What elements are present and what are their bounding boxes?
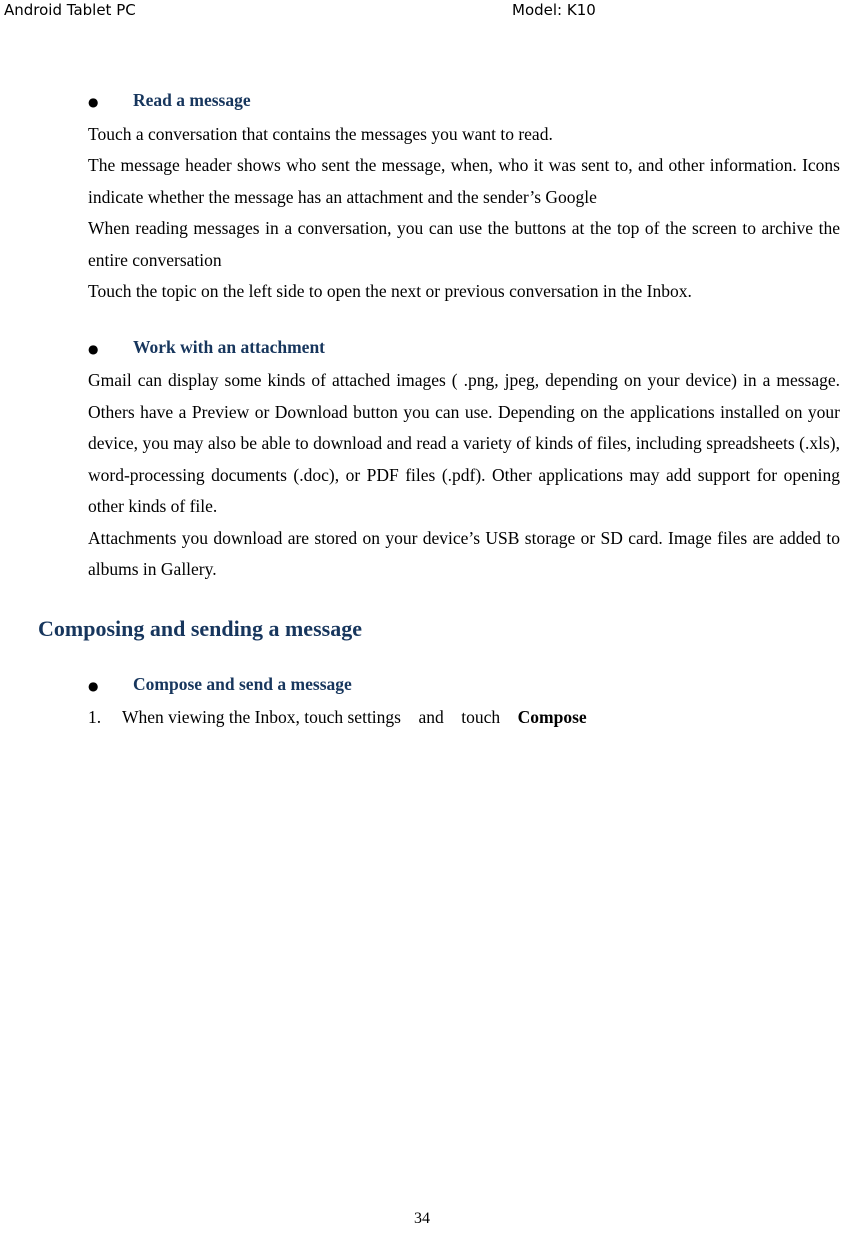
bullet-heading-compose-send: [88, 669, 840, 703]
page-footer: [0, 1210, 844, 1228]
step-text-wrapper: [122, 702, 587, 734]
bullet-heading-read-a-message: [88, 85, 840, 119]
bullet-heading-label: Work with an attachment: [133, 336, 326, 357]
paragraph-reading-messages: When reading messages in a conversation, you can use the buttons at the top of the screen to archive the entire conversation: [88, 218, 840, 270]
numbered-step-1: [88, 702, 840, 734]
page-header: [0, 0, 844, 24]
bullet-icon: ●: [88, 341, 99, 356]
bullet-icon: ●: [88, 95, 99, 109]
section-heading-composing: Composing and sending a message: [38, 615, 362, 641]
header-device-name: Android Tablet PC: [4, 1, 136, 19]
paragraph-touch-conversation: Touch a conversation that contains the messages you want to read.: [88, 123, 553, 144]
bullet-icon: ●: [88, 678, 99, 693]
step-text: When viewing the Inbox, touch settings and touch: [122, 707, 518, 727]
paragraph-gmail-attachments: Gmail can display some kinds of attached images ( .png, jpeg, depending on your device) in a message. Others have a Preview or Download button you can use. Depending on the applications installed on your device, you may also be able to download and read a variety of kinds of files, including spreadsheets (.xls), word-processing documents (.doc), or PDF files (.pdf). Other applications may add support for opening other kinds of file.: [88, 370, 840, 516]
step-compose-label: Compose: [517, 707, 587, 727]
paragraph-attachments-storage: Attachments you download are stored on your device’s USB storage or SD card. Image files are added to albums in Gallery.: [88, 527, 840, 579]
bullet-heading-label: Read a message: [133, 90, 251, 110]
bullet-heading-label: Compose and send a message: [133, 673, 352, 694]
paragraph-message-header: The message header shows who sent the message, when, who it was sent to, and other information. Icons indicate whether the message has an attachment and the sender’s Google: [88, 155, 840, 207]
bullet-heading-work-with-attachment: [88, 332, 840, 366]
step-number: 1.: [88, 707, 102, 727]
page-number: 34: [414, 1210, 430, 1227]
header-model: Model: K10: [512, 1, 596, 19]
paragraph-touch-topic: Touch the topic on the left side to open the next or previous conversation in the Inbox.: [88, 281, 692, 301]
document-body: [38, 85, 840, 734]
